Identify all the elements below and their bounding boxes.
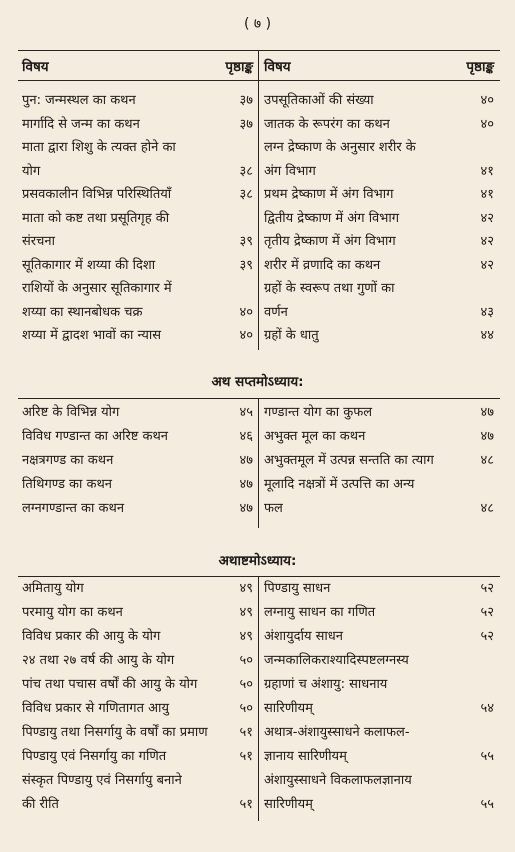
entry-title: पिण्डायु साधन: [264, 581, 331, 596]
entry-page: ३९: [239, 257, 253, 273]
entry-page: ४९: [239, 581, 253, 596]
entry-title: लग्नायु साधन का गणित: [264, 605, 376, 620]
page-header: पृष्ठाङ्क: [466, 59, 494, 75]
entry-title: योग: [22, 163, 41, 179]
entry-page: ५४: [480, 701, 494, 716]
table-row: [18, 698, 500, 723]
entry-title: पुन: जन्मस्थल का कथन: [22, 93, 136, 108]
table-row: [18, 770, 500, 795]
entry-title: शरीर में व्रणादि का कथन: [264, 257, 381, 273]
entry-title: द्वितीय द्रेष्काण में अंग विभाग: [264, 210, 400, 226]
entry-page: ४०: [480, 93, 494, 108]
table-row: [18, 137, 500, 162]
entry-title: अथात्र-अंशायुस्साधने कलाफल-: [264, 725, 410, 740]
entry-title: पिण्डायु तथा निसर्गायु के वर्षों का प्रमाण: [22, 725, 208, 740]
entry-page: ५०: [239, 701, 253, 716]
table-top-rule: [18, 576, 500, 577]
entry-title: परमायु योग का कथन: [22, 605, 123, 620]
entry-page: ४२: [480, 210, 494, 226]
entry-page: ४३: [480, 304, 494, 320]
entry-title: लग्नगण्डान्त का कथन: [22, 501, 125, 516]
entry-page: ४७: [239, 453, 253, 468]
entry-page: ४५: [239, 405, 253, 420]
entry-title: ग्रहाणां च अंशायु: साधनाय: [264, 677, 388, 692]
contents-table-3: [18, 576, 500, 821]
entry-page: ५०: [239, 653, 253, 668]
table-row: [18, 402, 500, 427]
table-row: [18, 626, 500, 651]
entry-page: ३८: [239, 163, 253, 179]
table-row: [18, 450, 500, 475]
entry-title: अंशायुर्दाय साधन: [264, 629, 343, 644]
chapter-7-title: अथ सप्तमोऽध्याय:: [211, 374, 304, 390]
chapter-8-title: अथाष्टमोऽध्याय:: [218, 553, 297, 569]
entry-title: विविध प्रकार की आयु के योग: [22, 629, 161, 644]
entry-title: ग्रहों के धातु: [264, 328, 319, 343]
contents-table-1: [18, 50, 500, 350]
table-top-rule: [18, 50, 500, 51]
entry-page: ४०: [480, 116, 494, 132]
entry-page: ४८: [480, 501, 494, 516]
entry-title: की रीति: [22, 797, 59, 812]
entry-title: शय्या में द्वादश भावों का न्यास: [22, 328, 162, 343]
entry-title: अभुक्त मूल का कथन: [264, 429, 366, 444]
entry-page: ३७: [239, 93, 253, 108]
entry-title: ग्रहों के स्वरूप तथा गुणों का: [264, 281, 395, 296]
entry-page: ५१: [239, 749, 253, 764]
table-row: [18, 184, 500, 209]
subject-header: विषय: [264, 59, 291, 75]
entry-title: नक्षत्रगण्ड का कथन: [22, 453, 114, 468]
table-row: [18, 208, 500, 233]
entry-title: तिथिगण्ड का कथन: [22, 477, 113, 492]
entry-page: ४६: [239, 429, 253, 444]
page-number: ( ७ ): [243, 16, 272, 32]
entry-title: जातक के रूपरंग का कथन: [264, 116, 390, 132]
entry-title: जन्मकालिकराश्यादिस्पष्टलग्नस्य: [264, 653, 409, 668]
table-row: [18, 231, 500, 256]
entry-title: उपसूतिकाओं की संख्या: [264, 93, 374, 108]
entry-page: ५१: [239, 797, 253, 812]
table-top-rule: [18, 398, 500, 399]
table-row: [18, 498, 500, 523]
table-row: [18, 602, 500, 627]
entry-page: ४०: [239, 328, 253, 343]
entry-page: ४९: [239, 629, 253, 644]
entry-title: अभुक्तमूल में उत्पन्न सन्तति का त्याग: [264, 453, 434, 468]
entry-title: शय्या का स्थानबोधक चक्र: [22, 304, 143, 320]
entry-title: अंग विभाग: [264, 163, 316, 179]
entry-title: तृतीय द्रेष्काण में अंग विभाग: [264, 234, 396, 249]
entry-title: अंशायुस्साधने विकलाफलज्ञानाय: [264, 773, 412, 788]
table-row: [18, 302, 500, 327]
entry-title: माता को कष्ट तथा प्रसूतिगृह की: [22, 210, 170, 226]
table-row: [18, 722, 500, 747]
entry-title: प्रसवकालीन विभिन्न परिस्थितियाँ: [22, 187, 172, 202]
table-header-row: [18, 56, 500, 81]
entry-page: ४१: [480, 187, 494, 202]
entry-page: ५२: [480, 605, 494, 620]
entry-title: सारिणीयम्: [264, 701, 313, 716]
table-row: [18, 578, 500, 603]
entry-page: ४२: [480, 234, 494, 249]
entry-page: ५०: [239, 677, 253, 692]
header-rule: [18, 80, 500, 81]
entry-title: मूलादि नक्षत्रों में उत्पत्ति का अन्य: [264, 477, 415, 492]
entry-page: ३८: [239, 187, 253, 202]
entry-title: पांच तथा पचास वर्षों की आयु के योग: [22, 677, 198, 692]
entry-page: ४२: [480, 257, 494, 273]
entry-page: ५५: [480, 749, 494, 764]
entry-page: ४७: [480, 429, 494, 444]
table-row: [18, 278, 500, 303]
entry-page: ३९: [239, 234, 253, 249]
entry-title: माता द्वारा शिशु के त्यक्त होने का: [22, 140, 176, 155]
entry-page: ५२: [480, 581, 494, 596]
entry-title: वर्णन: [264, 304, 288, 320]
entry-page: ४४: [480, 328, 494, 343]
entry-title: लग्न द्रेष्काण के अनुसार शरीर के: [264, 140, 416, 155]
entry-title: फल: [264, 501, 283, 516]
table-row: [18, 746, 500, 771]
entry-title: ज्ञानाय सारिणीयम्: [264, 749, 347, 764]
entry-page: ४८: [480, 453, 494, 468]
entry-page: ५१: [239, 725, 253, 740]
entry-page: ५२: [480, 629, 494, 644]
entry-title: विविध गण्डान्त का अरिष्ट कथन: [22, 429, 169, 444]
table-row: [18, 325, 500, 350]
entry-title: अरिष्ट के विभिन्न योग: [22, 405, 120, 420]
entry-page: ४७: [239, 477, 253, 492]
table-row: [18, 161, 500, 186]
table-row: [18, 674, 500, 699]
entry-title: पिण्डायु एवं निसर्गायु का गणित: [22, 749, 167, 764]
table-row: [18, 474, 500, 499]
entry-title: संस्कृत पिण्डायु एवं निसर्गायु बनाने: [22, 773, 182, 788]
entry-title: २४ तथा २७ वर्ष की आयु के योग: [22, 653, 175, 668]
page-header: पृष्ठाङ्क: [225, 59, 253, 75]
table-row: [18, 794, 500, 819]
entry-page: ४७: [480, 405, 494, 420]
entry-title: सूतिकागार में शय्या की दिशा: [22, 257, 156, 273]
entry-title: संरचना: [22, 234, 55, 249]
subject-header: विषय: [22, 59, 49, 75]
entry-title: राशियों के अनुसार सूतिकागार में: [22, 281, 172, 296]
contents-table-2: [18, 398, 500, 528]
entry-page: ३७: [239, 116, 253, 132]
entry-page: ५५: [480, 797, 494, 812]
table-row: [18, 114, 500, 139]
entry-title: मार्गादि से जन्म का कथन: [22, 116, 140, 132]
entry-title: विविध प्रकार से गणितागत आयु: [22, 701, 169, 716]
table-row: [18, 90, 500, 115]
entry-page: ४९: [239, 605, 253, 620]
entry-page: ४०: [239, 304, 253, 320]
entry-title: गण्डान्त योग का कुफल: [264, 405, 373, 420]
entry-page: ४७: [239, 501, 253, 516]
entry-page: ४१: [480, 163, 494, 179]
table-row: [18, 650, 500, 675]
entry-title: प्रथम द्रेष्काण में अंग विभाग: [264, 187, 394, 202]
entry-title: सारिणीयम्: [264, 797, 313, 812]
table-row: [18, 426, 500, 451]
entry-title: अमितायु योग: [22, 581, 84, 596]
table-row: [18, 255, 500, 280]
